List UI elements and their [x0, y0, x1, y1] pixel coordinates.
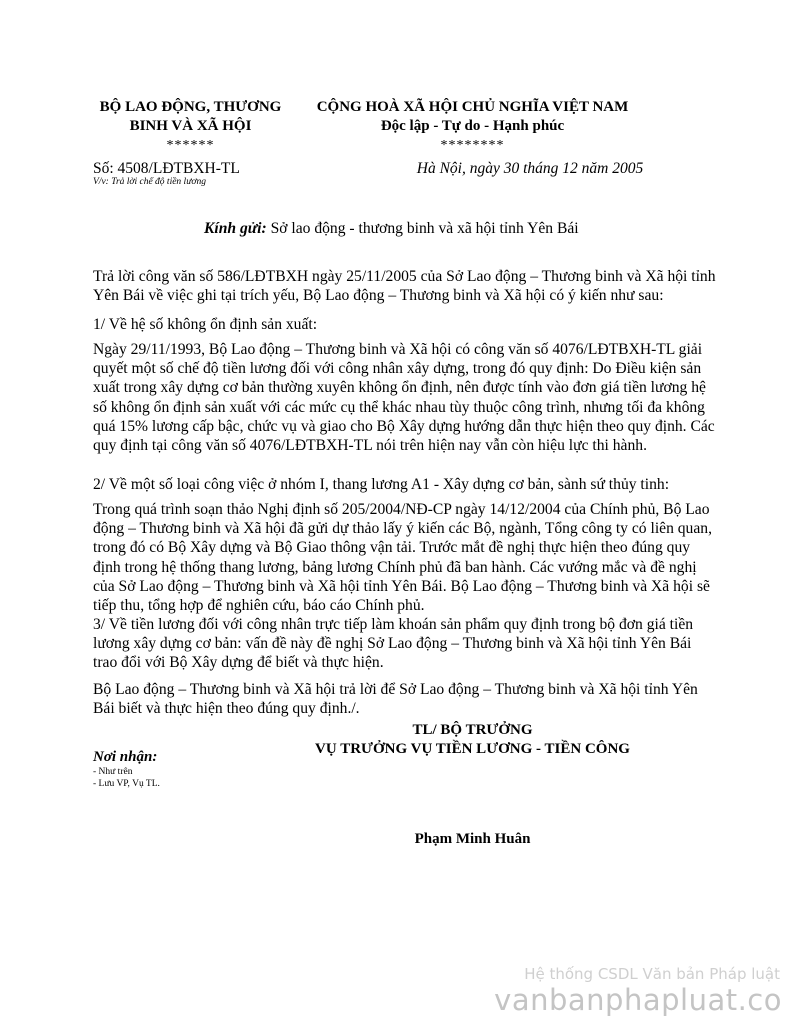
closing-paragraph: Bộ Lao động – Thương binh và Xã hội trả lời để Sở Lao động – Thương binh và Xã hội tỉnh Yên Bái biết và thực hiện theo đúng quy định./.	[93, 681, 698, 718]
recipients-item-1: - Như trên	[93, 767, 133, 777]
recipients-item-2: - Lưu VP, Vụ TL.	[93, 779, 160, 789]
signature-line-1: TL/ BỘ TRƯỞNG	[412, 722, 533, 738]
section-3-paragraph: 3/ Về tiền lương đối với công nhân trực tiếp làm khoán sản phẩm quy định trong bộ đơn giá tiền lương xây dựng cơ bản: vấn đề này đề nghị Sở Lao động – Thương binh và Xã hội tỉnh Yên Bái trao đổi với Bộ Xây dựng để biết và thực hiện.	[93, 616, 694, 672]
ministry-line-2: BINH VÀ XÃ HỘI	[129, 118, 252, 134]
national-stars: ********	[440, 138, 505, 153]
signature-title	[300, 721, 645, 759]
section-1-title: 1/ Về hệ số không ổn định sản xuất:	[93, 316, 318, 333]
intro-paragraph: Trả lời công văn số 586/LĐTBXH ngày 25/11/2005 của Sở Lao động – Thương binh và Xã hội tỉnh Yên Bái về việc ghi tại trích yếu, Bộ Lao động – Thương binh và Xã hội có ý kiến như sau:	[93, 268, 716, 305]
recipient-line	[204, 219, 579, 238]
ministry-line-1: BỘ LAO ĐỘNG, THƯƠNG	[99, 99, 282, 115]
watermark-site: vanbanphapluat.co	[494, 983, 782, 1017]
recipient-name: Sở lao động - thương binh và xã hội tỉnh Yên Bái	[270, 220, 579, 237]
national-title-line-1: CỘNG HOÀ XÃ HỘI CHỦ NGHĨA VIỆT NAM	[316, 99, 629, 115]
watermark-caption: Hệ thống CSDL Văn bản Pháp luật	[524, 965, 780, 983]
signature-line-2: VỤ TRƯỞNG VỤ TIỀN LƯƠNG - TIỀN CÔNG	[315, 741, 630, 757]
recipients-title: Nơi nhận:	[93, 749, 158, 765]
section-1-paragraph: Ngày 29/11/1993, Bộ Lao động – Thương binh và Xã hội có công văn số 4076/LĐTBXH-TL giải quyết một số chế độ tiền lương đối với công nhân xây dựng, trong đó quy định: Do Điều kiện sản xuất trong xây dựng cơ bản thường xuyên không ổn định, nên được tính vào đơn giá tiền lương hệ số không ổn định sản xuất với các mức cụ thể khác nhau tùy thuộc công trình, nhưng tối đa không quá 15% lương cấp bậc, chức vụ và giao cho Bộ Xây dựng hướng dẫn thực hiện theo quy định. Các quy định tại công văn số 4076/LĐTBXH-TL nói trên hiện nay vẫn còn hiệu lực thi hành.	[93, 341, 715, 455]
recipient-label: Kính gửi:	[204, 220, 267, 237]
national-motto: Độc lập - Tự do - Hạnh phúc	[380, 118, 565, 134]
ministry-stars: ******	[166, 138, 215, 153]
section-2-paragraph: Trong quá trình soạn thảo Nghị định số 205/2004/NĐ-CP ngày 14/12/2004 của Chính phủ, Bộ Lao động – Thương binh và Xã hội đã gửi dự thảo lấy ý kiến các Bộ, ngành, Tổng công ty có liên quan, trong đó có Bộ Xây dựng và Bộ Giao thông vận tải. Trước mắt đề nghị thực hiện theo đúng quy định trong hệ thống thang lương, bảng lương Chính phủ đã ban hành. Các vướng mắc và đề nghị của Sở Lao động – Thương binh và Xã hội tỉnh Yên Bái. Bộ Lao động – Thương binh và Xã hội sẽ tiếp thu, tổng hợp để nghiên cứu, báo cáo Chính phủ.	[93, 501, 712, 615]
document-number: Số: 4508/LĐTBXH-TL	[93, 160, 240, 177]
national-title	[300, 98, 645, 136]
signer-name: Phạm Minh Huân	[414, 831, 531, 847]
place-date: Hà Nội, ngày 30 tháng 12 năm 2005	[416, 160, 644, 177]
document-subject: V/v: Trả lời chế độ tiền lương	[93, 177, 206, 187]
ministry-name	[88, 98, 293, 136]
section-2-title: 2/ Về một số loại công việc ở nhóm I, thang lương A1 - Xây dựng cơ bản, sành sứ thủy tinh:	[93, 476, 670, 493]
